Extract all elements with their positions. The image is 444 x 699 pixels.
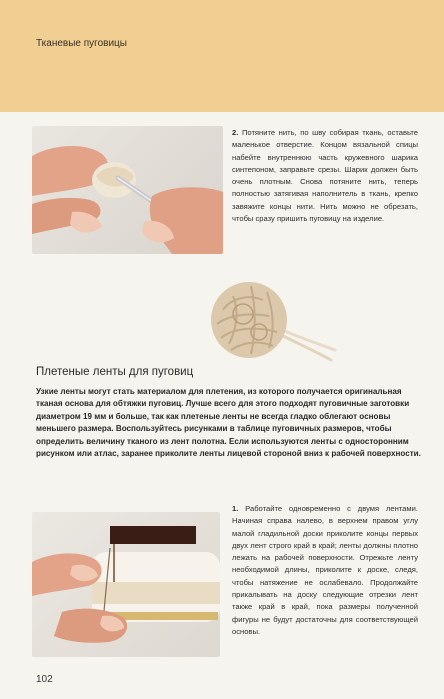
photo-finished-button bbox=[203, 276, 348, 366]
running-head: Тканевые пуговицы bbox=[36, 38, 127, 49]
photo-pinning-ribbons bbox=[32, 512, 220, 657]
step-1-number: 1. bbox=[232, 504, 239, 513]
page-number: 102 bbox=[36, 674, 53, 685]
section-body: Узкие ленты могут стать материалом для плетения, из которого получается оригинальная тканая основа для обтяжки пуговиц. Лучше всего для этого подходят пуговичные заготовки диаметром 19 мм и больше, так как плетеные ленты не всегда гладко облегают основы меньшего размера. Воспользуйтесь рисунками в таблице пуговичных размеров, чтобы определить величину тканого из лент полотна. Если используются ленты с односторонним рисунком или атлас, заранее приколите ленты лицевой стороной вниз к рабочей поверхности. bbox=[36, 387, 421, 459]
header-band bbox=[0, 0, 444, 112]
step-1-text bbox=[232, 503, 418, 638]
board-illustration bbox=[32, 512, 220, 657]
step-2-body: Потяните нить, по шву собирая ткань, оставьте маленькое отверстие. Концом вязальной спицы набейте внутреннюю часть кружевного шарика синтепоном, заправьте срезы. Шарик должен быть очень плотным. Снова потяните нить, теперь полностью затягивая наполнитель в ткань, крепко завяжите концы нити. Нить можно не обрезать, чтобы сразу пришить пуговицу на изделие. bbox=[232, 128, 418, 224]
step-2-text bbox=[232, 127, 418, 225]
photo-hands-stuffing-ball bbox=[32, 126, 223, 254]
step-1-body: Работайте одновременно с двумя лентами. Начиная справа налево, в верхнем правом углу малой гладильной доски приколите концы первых двух лент строго край в край; ленты должны плотно лежать на рабочей поверхности. Отрежьте ленту необходимой длины, приколите к доске, следя, чтобы натяжение не ослабевало. Продолжайте прикалывать на доску следующие отрезки лент также край в край, пока размеры полученной фигуры не будут достаточны для соответствующей основы. bbox=[232, 504, 418, 636]
step-2-number: 2. bbox=[232, 128, 239, 137]
hands-illustration bbox=[32, 126, 223, 254]
section-title: Плетеные ленты для пуговиц bbox=[36, 366, 194, 378]
